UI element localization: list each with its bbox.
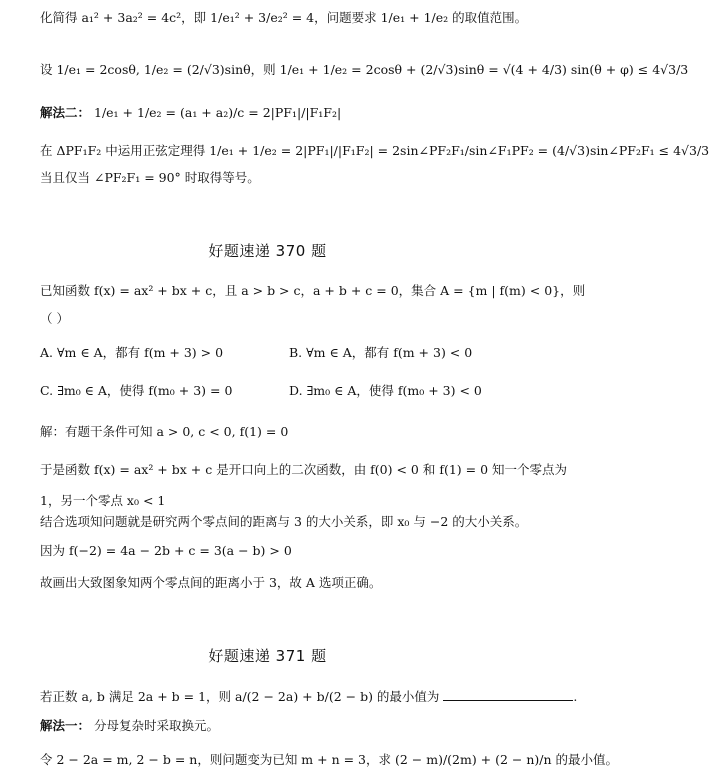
solution-370-line-5: 因为 f(−2) = 4a − 2b + c = 3(a − b) > 0 xyxy=(40,543,292,558)
method-one-text: 分母复杂时采取换元。 xyxy=(94,718,220,733)
method-two-text: 1/e₁ + 1/e₂ = (a₁ + a₂)/c = 2|PF₁|/|F₁F₂| xyxy=(94,105,342,120)
option-b: B. ∀m ∈ A，都有 f(m + 3) < 0 xyxy=(289,345,473,360)
option-a: A. ∀m ∈ A，都有 f(m + 3) > 0 xyxy=(40,345,224,360)
method-two-line xyxy=(40,105,341,121)
stem-period: . xyxy=(573,689,578,704)
method-one-line xyxy=(40,718,219,734)
sine-rule-line: 在 ΔPF₁F₂ 中运用正弦定理得 1/e₁ + 1/e₂ = 2|PF₁|/|F₁F₂| = 2sin∠PF₂F₁/sin∠F₁PF₂ = (4/√3)sin∠PF₂F₁ ≤ 4√3/3 xyxy=(40,143,709,158)
answer-paren: （ ） xyxy=(40,311,69,326)
answer-blank xyxy=(443,688,573,701)
problem-370-title: 好题速递 370 题 xyxy=(208,242,327,260)
solution-line-1: 化简得 a₁² + 3a₂² = 4c²，即 1/e₁² + 3/e₂² = 4，问题要求 1/e₁ + 1/e₂ 的取值范围。 xyxy=(40,10,528,25)
method-two-label: 解法二： xyxy=(40,105,91,120)
solution-370-line-3: 1，另一个零点 x₀ < 1 xyxy=(40,493,166,508)
solution-370-line-2: 于是函数 f(x) = ax² + bx + c 是开口向上的二次函数，由 f(0) < 0 和 f(1) = 0 知一个零点为 xyxy=(40,462,568,477)
method-one-label: 解法一： xyxy=(40,718,91,733)
problem-371-stem-text: 若正数 a, b 满足 2a + b = 1，则 a/(2 − 2a) + b/(2 − b) 的最小值为 xyxy=(40,689,440,704)
problem-371-stem xyxy=(40,688,577,705)
equality-condition-line: 当且仅当 ∠PF₂F₁ = 90° 时取得等号。 xyxy=(40,170,260,185)
problem-370-stem: 已知函数 f(x) = ax² + bx + c，且 a > b > c，a + b + c = 0，集合 A = {m | f(m) < 0}，则 xyxy=(40,283,586,298)
solution-line-2: 设 1/e₁ = 2cosθ, 1/e₂ = (2/√3)sinθ，则 1/e₁ + 1/e₂ = 2cosθ + (2/√3)sinθ = √(4 + 4/3) sin(θ + φ) ≤ 4√3/3 xyxy=(40,62,689,77)
option-c: C. ∃m₀ ∈ A，使得 f(m₀ + 3) = 0 xyxy=(40,383,233,398)
solution-370-line-6: 故画出大致图象知两个零点间的距离小于 3，故 A 选项正确。 xyxy=(40,575,382,590)
problem-371-title: 好题速递 371 题 xyxy=(208,647,327,665)
solution-370-line-1: 解：有题干条件可知 a > 0, c < 0, f(1) = 0 xyxy=(40,424,289,439)
option-d: D. ∃m₀ ∈ A，使得 f(m₀ + 3) < 0 xyxy=(289,383,482,398)
solution-370-line-4: 结合选项知问题就是研究两个零点间的距离与 3 的大小关系，即 x₀ 与 −2 的大小关系。 xyxy=(40,514,528,529)
substitution-line: 令 2 − 2a = m, 2 − b = n，则问题变为已知 m + n = 3，求 (2 − m)/(2m) + (2 − n)/n 的最小值。 xyxy=(40,752,619,767)
